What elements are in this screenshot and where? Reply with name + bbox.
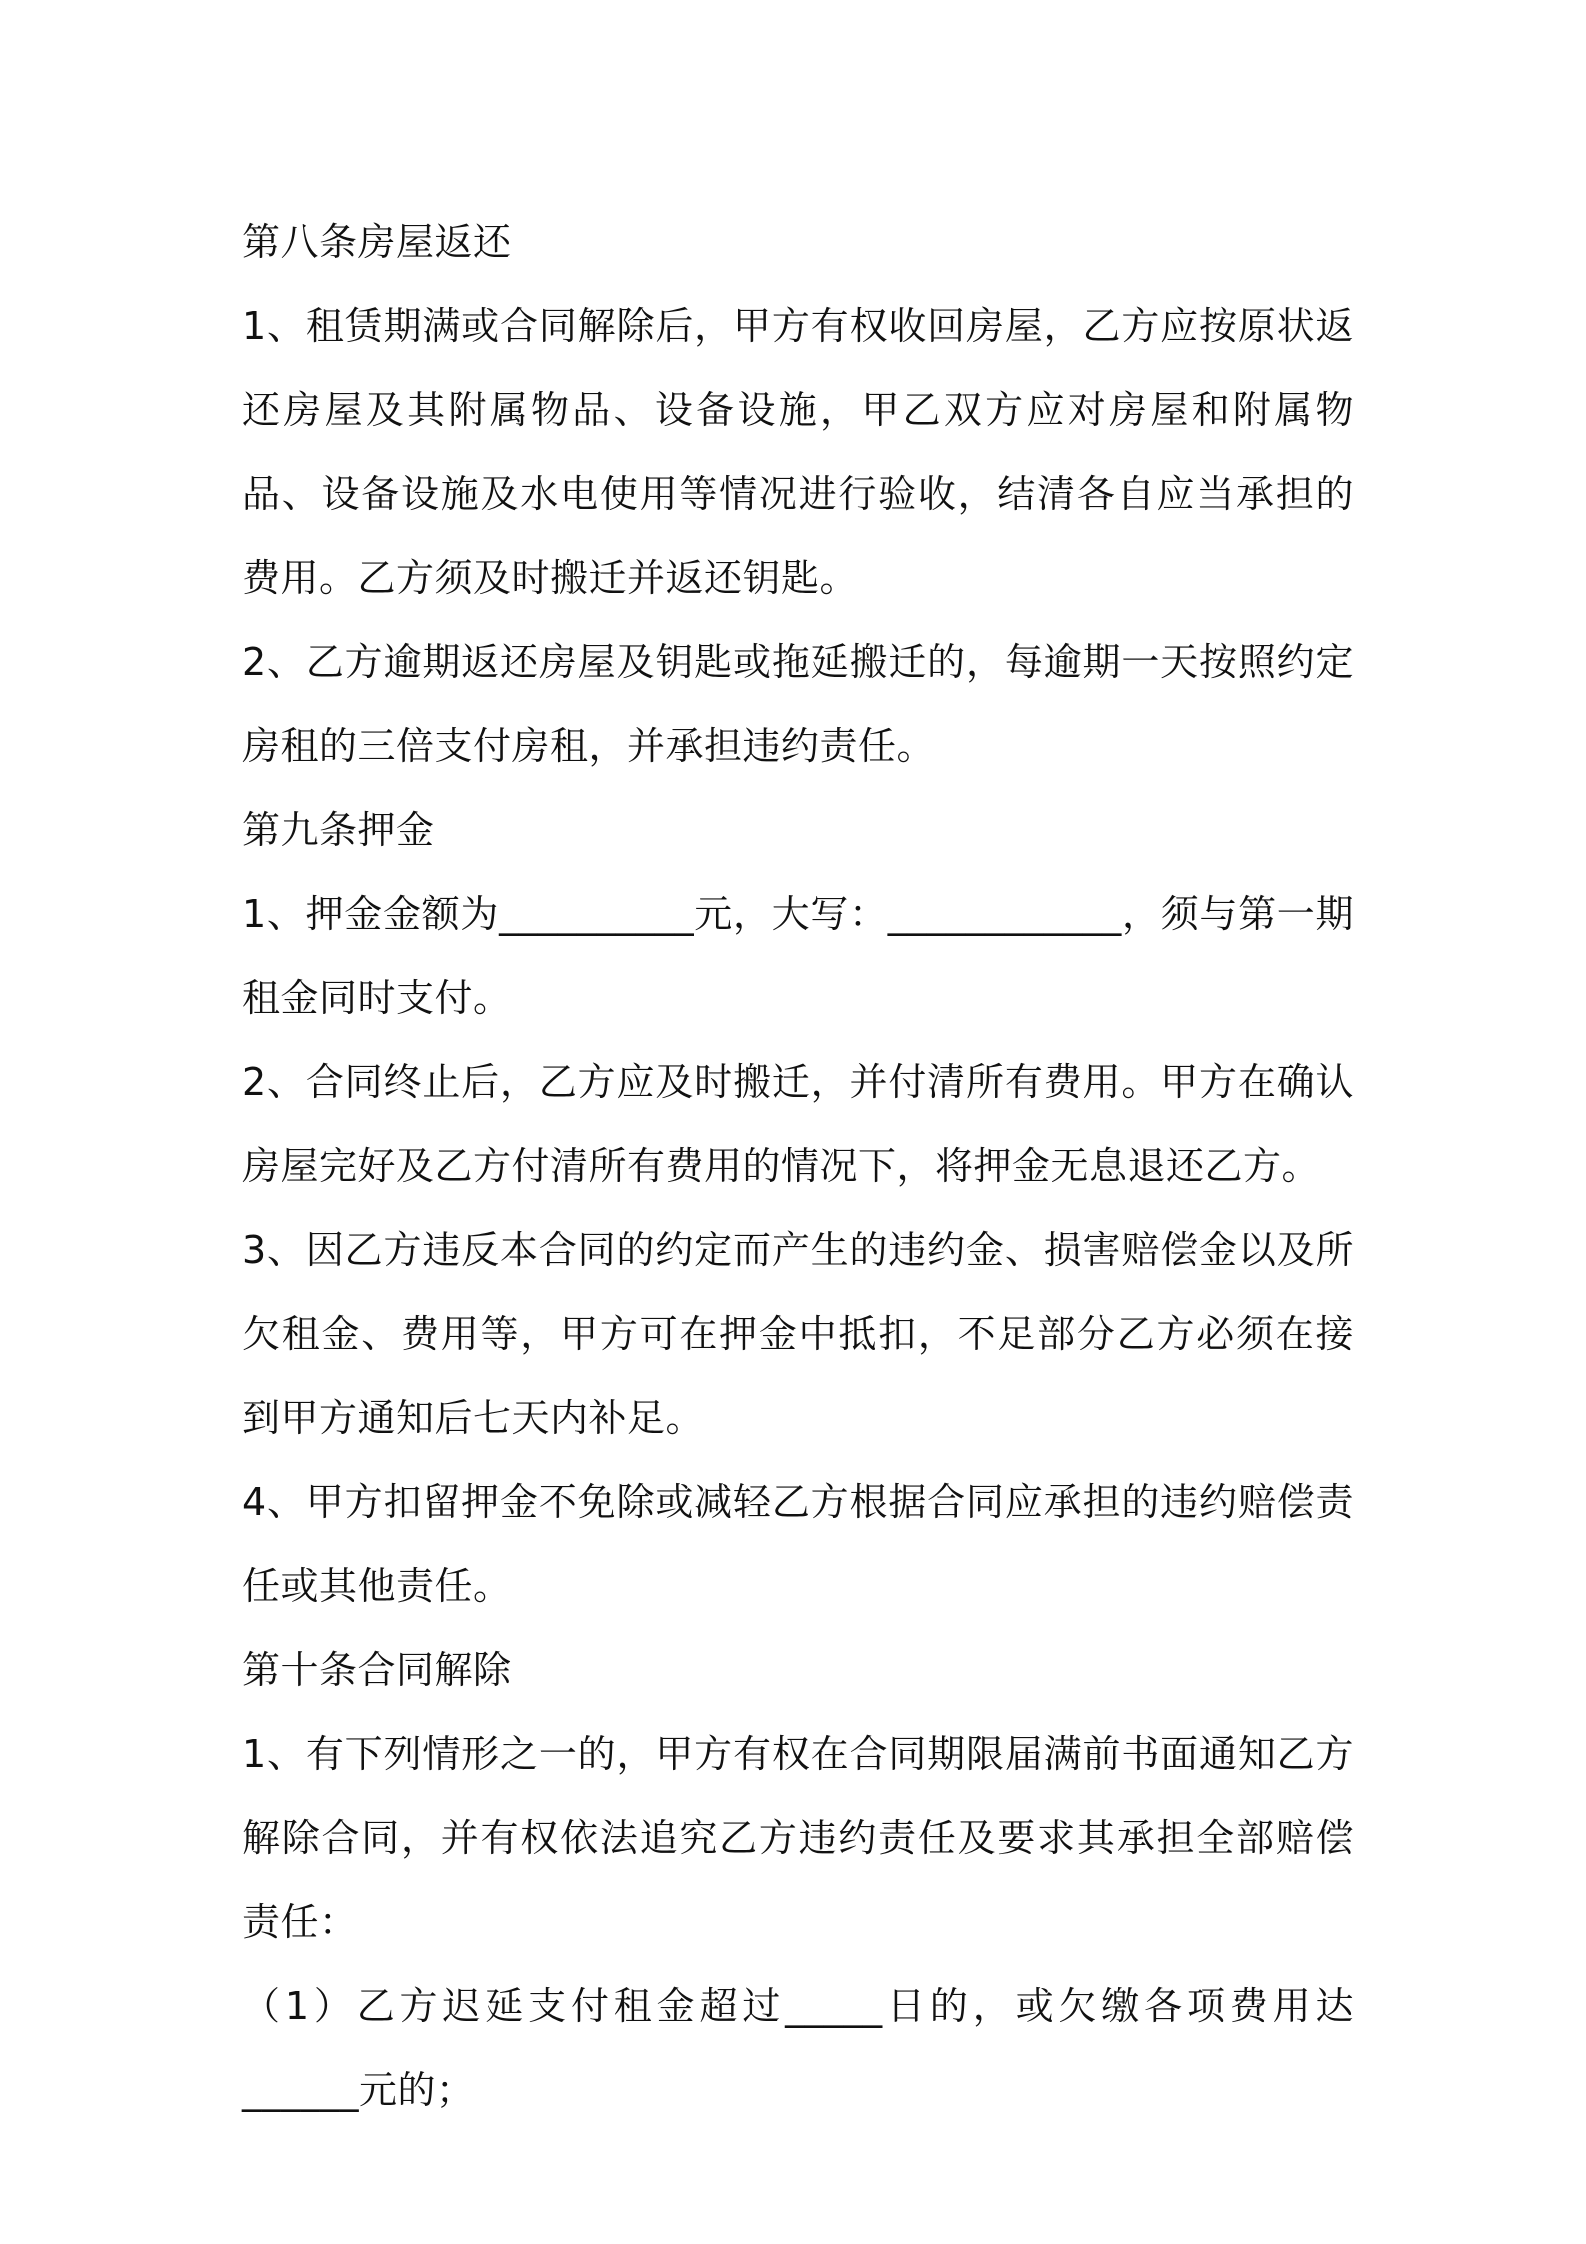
clause-9-2: 2、合同终止后，乙方应及时搬迁，并付清所有费用。甲方在确认房屋完好及乙方付清所有费用的情况下，将押金无息退还乙方。 bbox=[242, 1060, 1354, 1188]
section-heading-9: 第九条押金 bbox=[242, 808, 435, 852]
clause-10-1-item-1: （1）乙方迟延支付租金超过_____日的，或欠缴各项费用达______元的； bbox=[242, 1984, 1354, 2112]
clause-9-4: 4、甲方扣留押金不免除或减轻乙方根据合同应承担的违约赔偿责任或其他责任。 bbox=[242, 1480, 1354, 1608]
document-body bbox=[242, 200, 1354, 2132]
clause-8-1: 1、租赁期满或合同解除后，甲方有权收回房屋，乙方应按原状返还房屋及其附属物品、设备设施，甲乙双方应对房屋和附属物品、设备设施及水电使用等情况进行验收，结清各自应当承担的费用。乙方须及时搬迁并返还钥匙。 bbox=[242, 304, 1354, 600]
clause-9-3: 3、因乙方违反本合同的约定而产生的违约金、损害赔偿金以及所欠租金、费用等，甲方可在押金中抵扣，不足部分乙方必须在接到甲方通知后七天内补足。 bbox=[242, 1228, 1354, 1440]
section-heading-8: 第八条房屋返还 bbox=[242, 220, 512, 264]
clause-8-2: 2、乙方逾期返还房屋及钥匙或拖延搬迁的，每逾期一天按照约定房租的三倍支付房租，并承担违约责任。 bbox=[242, 640, 1354, 768]
clause-10-1: 1、有下列情形之一的，甲方有权在合同期限届满前书面通知乙方解除合同，并有权依法追究乙方违约责任及要求其承担全部赔偿责任： bbox=[242, 1732, 1354, 1944]
section-heading-10: 第十条合同解除 bbox=[242, 1648, 512, 1692]
clause-9-1: 1、押金金额为__________元，大写：____________，须与第一期租金同时支付。 bbox=[242, 892, 1354, 1020]
